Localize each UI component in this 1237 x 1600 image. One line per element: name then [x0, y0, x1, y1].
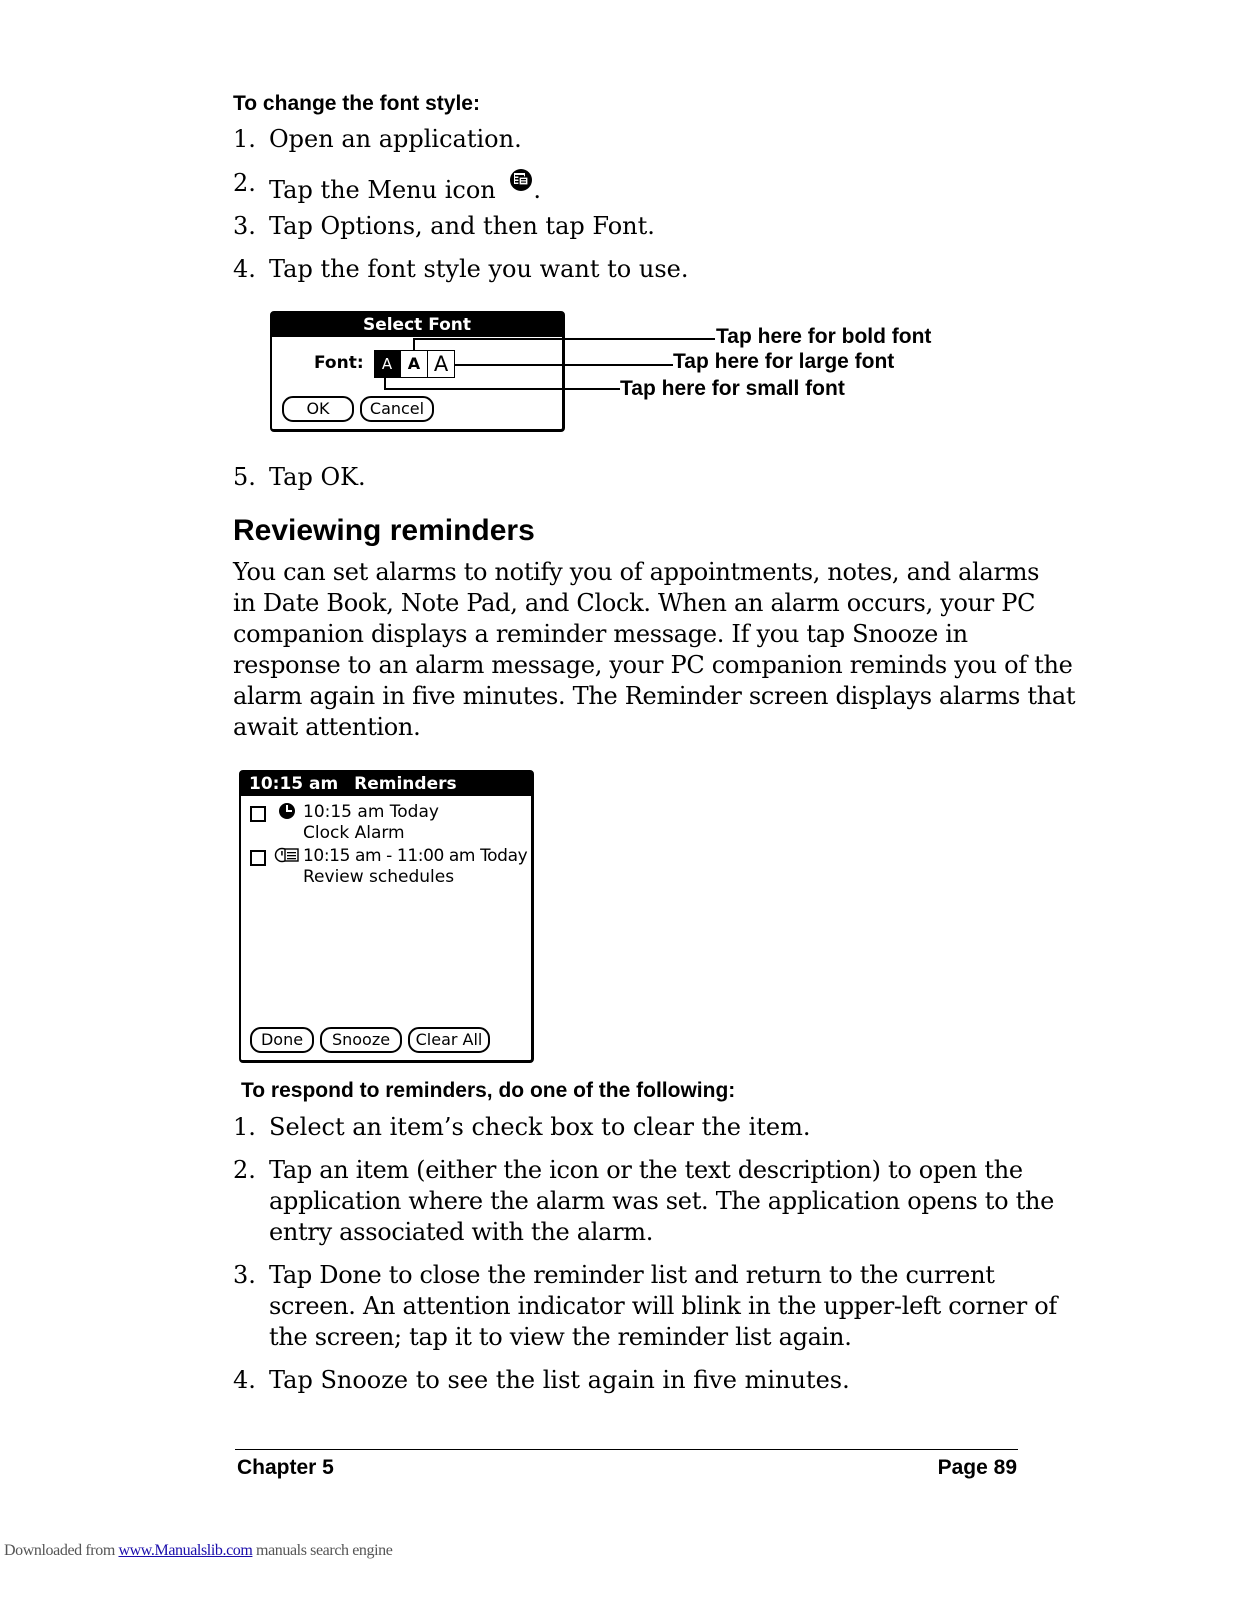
step-text-main: Tap the Menu icon [269, 176, 496, 204]
paragraph-line: alarm again in five minutes. The Reminder screen displays alarms that [233, 682, 1076, 710]
step-number: 2. [233, 1156, 256, 1184]
manualslib-link[interactable]: www.Manualslib.com [118, 1542, 253, 1559]
reminder-item-2-desc[interactable]: Review schedules [303, 867, 455, 887]
step-line: Tap an item (either the icon or the text description) to open the [269, 1156, 1023, 1184]
done-button[interactable]: Done [250, 1027, 314, 1053]
title-text: Reminders [354, 774, 457, 794]
step-number: 5. [233, 463, 256, 491]
step-number: 1. [233, 125, 256, 153]
step-line: the screen; tap it to view the reminder list again. [269, 1323, 852, 1351]
title-time: 10:15 am [249, 774, 339, 794]
step-text: Tap OK. [269, 463, 366, 491]
callout-small-font: Tap here for small font [620, 377, 845, 400]
step-number: 2. [233, 169, 256, 197]
step-text [269, 1155, 1055, 1248]
download-note-suffix: manuals search engine [252, 1542, 393, 1559]
reminder-item-1-time[interactable]: 10:15 am Today [303, 802, 439, 822]
step-number: 1. [233, 1113, 256, 1141]
step-number: 4. [233, 1366, 256, 1394]
step-line: screen. An attention indicator will blink in the upper-left corner of [269, 1292, 1058, 1320]
respond-heading: To respond to reminders, do one of the following: [241, 1079, 736, 1102]
step-text [269, 168, 1019, 206]
footer-chapter: Chapter 5 [237, 1456, 334, 1479]
paragraph-line: await attention. [233, 713, 421, 741]
reminder-item-2-time[interactable]: 10:15 am - 11:00 am Today [303, 846, 528, 866]
reminder-checkbox[interactable] [250, 850, 266, 866]
callout-large-font: Tap here for large font [673, 350, 895, 373]
reminders-screen [239, 770, 534, 1063]
reminder-checkbox[interactable] [250, 806, 266, 822]
step-text [269, 1112, 1019, 1143]
font-option-small[interactable]: A [374, 350, 400, 378]
reviewing-reminders-heading: Reviewing reminders [233, 514, 535, 547]
font-option-large[interactable]: A [427, 350, 455, 378]
footer-rule [235, 1449, 1018, 1450]
clear-all-button[interactable]: Clear All [408, 1027, 490, 1053]
step-text: Tap Options, and then tap Font. [269, 212, 655, 240]
paragraph-line: companion displays a reminder message. If you tap Snooze in [233, 620, 968, 648]
reminder-item-1-desc[interactable]: Clock Alarm [303, 823, 405, 843]
callout-bold-font: Tap here for bold font [716, 325, 932, 348]
date-book-icon[interactable] [274, 846, 300, 864]
step-number: 4. [233, 255, 256, 283]
paragraph-line: You can set alarms to notify you of appointments, notes, and alarms [233, 558, 1040, 586]
callout-line-bold [413, 338, 715, 340]
font-option-bold[interactable]: A [400, 350, 428, 378]
step-line: entry associated with the alarm. [269, 1218, 654, 1246]
step-period: . [533, 176, 542, 204]
step-text: Open an application. [269, 125, 522, 153]
paragraph-line: response to an alarm message, your PC companion reminds you of the [233, 651, 1073, 679]
snooze-button[interactable]: Snooze [320, 1027, 402, 1053]
menu-icon [509, 168, 533, 192]
step-text [269, 1260, 1058, 1353]
step-line: Tap Snooze to see the list again in five minutes. [269, 1366, 850, 1394]
clock-icon[interactable] [278, 802, 296, 820]
step-text [269, 1365, 1019, 1396]
cancel-button[interactable]: Cancel [360, 396, 434, 422]
reminders-title-bar [241, 772, 531, 796]
step-number: 3. [233, 1261, 256, 1289]
step-number: 3. [233, 212, 256, 240]
footer-page-number: Page 89 [937, 1456, 1017, 1479]
step-text: Tap the font style you want to use. [269, 255, 689, 283]
ok-button[interactable]: OK [282, 396, 354, 422]
callout-line-small [384, 388, 620, 390]
download-note-prefix: Downloaded from [4, 1542, 119, 1559]
font-style-heading: To change the font style: [233, 92, 480, 115]
callout-line-large [455, 364, 673, 366]
step-line: Select an item’s check box to clear the item. [269, 1113, 811, 1141]
font-label: Font: [314, 353, 364, 373]
step-line: Tap Done to close the reminder list and return to the current [269, 1261, 995, 1289]
paragraph-line: in Date Book, Note Pad, and Clock. When an alarm occurs, your PC [233, 589, 1036, 617]
step-line: application where the alarm was set. The application opens to the [269, 1187, 1055, 1215]
download-note [4, 1542, 392, 1560]
dialog-title-bar: Select Font [272, 313, 562, 337]
reminders-paragraph [233, 557, 1076, 743]
select-font-dialog [270, 311, 565, 432]
